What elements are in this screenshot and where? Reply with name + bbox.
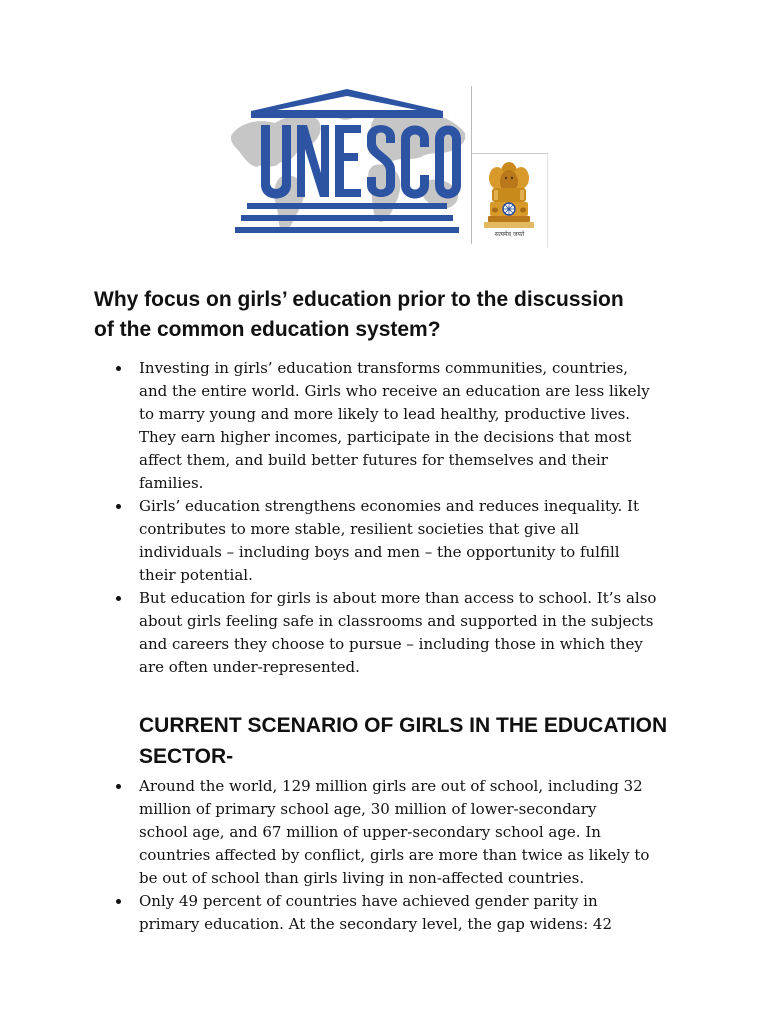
list-item [116, 587, 676, 679]
text-line: countries affected by conflict, girls are more than twice as likely to [139, 846, 650, 864]
heading-line: SECTOR- [139, 745, 234, 768]
bullet-list-current-scenario [116, 775, 676, 936]
text-line: are often under-represented. [139, 658, 360, 676]
text-line: Around the world, 129 million girls are out of school, including 32 [139, 777, 643, 795]
bullet-icon [116, 784, 121, 789]
text-line: families. [139, 474, 204, 492]
text-line: to marry young and more likely to lead healthy, productive lives. [139, 405, 631, 423]
list-item [116, 357, 676, 495]
section-heading-why-girls-education [94, 285, 694, 345]
text-line: their potential. [139, 566, 253, 584]
lion-capital-icon [480, 158, 538, 233]
text-line: individuals – including boys and men – the opportunity to fulfill [139, 543, 620, 561]
logo-header [225, 80, 555, 250]
text-line: be out of school than girls living in non-affected countries. [139, 869, 585, 887]
list-item [116, 495, 676, 587]
list-item [116, 775, 676, 890]
text-line: and the entire world. Girls who receive an education are less likely [139, 382, 650, 400]
text-line: They earn higher incomes, participate in the decisions that most [139, 428, 632, 446]
bullet-icon [116, 366, 121, 371]
text-line: Investing in girls’ education transforms communities, countries, [139, 359, 629, 377]
unesco-logo [225, 85, 470, 245]
text-line: contributes to more stable, resilient societies that give all [139, 520, 580, 538]
section-heading-current-scenario [139, 710, 699, 772]
bullet-list-why-girls-education [116, 357, 676, 679]
text-line: affect them, and build better futures for themselves and their [139, 451, 608, 469]
text-line: But education for girls is about more than access to school. It’s also [139, 589, 657, 607]
heading-line: Why focus on girls’ education prior to the discussion [94, 288, 624, 311]
text-line: Only 49 percent of countries have achieved gender parity in [139, 892, 598, 910]
emblem-motto: सत्यमेव जयते [494, 231, 525, 238]
text-line: and careers they choose to pursue – including those in which they [139, 635, 643, 653]
heading-line: CURRENT SCENARIO OF GIRLS IN THE EDUCATION [139, 714, 668, 737]
bullet-icon [116, 504, 121, 509]
text-line: about girls feeling safe in classrooms and supported in the subjects [139, 612, 654, 630]
list-item [116, 890, 676, 936]
bullet-icon [116, 596, 121, 601]
bullet-icon [116, 899, 121, 904]
text-line: primary education. At the secondary level, the gap widens: 42 [139, 915, 612, 933]
unesco-temple [235, 89, 461, 233]
text-line: school age, and 67 million of upper-secondary school age. In [139, 823, 601, 841]
heading-line: of the common education system? [94, 318, 441, 341]
text-line: million of primary school age, 30 million of lower-secondary [139, 800, 597, 818]
india-emblem [472, 153, 548, 247]
text-line: Girls’ education strengthens economies and reduces inequality. It [139, 497, 640, 515]
